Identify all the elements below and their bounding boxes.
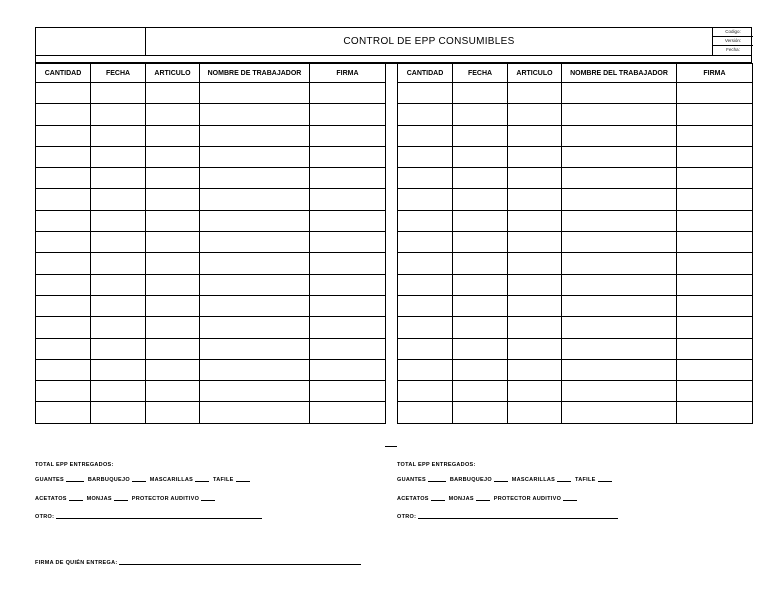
- epp-table-right: [397, 63, 753, 424]
- table-row: [398, 83, 753, 104]
- table-header-row: [36, 64, 386, 83]
- nombre-cell[interactable]: [200, 125, 310, 146]
- codigo-label: Codigo:: [713, 28, 753, 37]
- articulo-cell[interactable]: [508, 338, 562, 359]
- cantidad-cell[interactable]: [36, 381, 91, 402]
- fecha-cell[interactable]: [91, 232, 146, 253]
- col-fecha: FECHA: [453, 64, 508, 83]
- table-row: [398, 210, 753, 231]
- acetatos-label: ACETATOS: [35, 496, 67, 502]
- cantidad-cell[interactable]: [36, 253, 91, 274]
- fecha-cell[interactable]: [91, 338, 146, 359]
- nombre-cell[interactable]: [200, 381, 310, 402]
- cantidad-cell[interactable]: [398, 232, 453, 253]
- guantes-label: GUANTES: [35, 477, 64, 483]
- nombre-cell[interactable]: [562, 338, 677, 359]
- fecha-cell[interactable]: [91, 104, 146, 125]
- firma-cell[interactable]: [677, 402, 753, 423]
- table-row: [36, 359, 386, 380]
- nombre-cell[interactable]: [200, 359, 310, 380]
- cantidad-cell[interactable]: [398, 168, 453, 189]
- cantidad-cell[interactable]: [36, 295, 91, 316]
- cantidad-cell[interactable]: [36, 146, 91, 167]
- cantidad-cell[interactable]: [36, 402, 91, 423]
- fecha-cell[interactable]: [453, 274, 508, 295]
- signature-line: [35, 560, 363, 566]
- nombre-cell[interactable]: [200, 338, 310, 359]
- articulo-cell[interactable]: [508, 253, 562, 274]
- fecha-cell[interactable]: [91, 381, 146, 402]
- articulo-cell[interactable]: [146, 125, 200, 146]
- firma-cell[interactable]: [310, 125, 386, 146]
- col-articulo: ARTICULO: [508, 64, 562, 83]
- table-row: [398, 104, 753, 125]
- fecha-cell[interactable]: [453, 317, 508, 338]
- articulo-cell[interactable]: [146, 146, 200, 167]
- table-row: [398, 381, 753, 402]
- firma-cell[interactable]: [677, 253, 753, 274]
- fecha-cell[interactable]: [91, 274, 146, 295]
- nombre-cell[interactable]: [562, 232, 677, 253]
- articulo-cell[interactable]: [508, 381, 562, 402]
- articulo-cell[interactable]: [508, 317, 562, 338]
- version-label: Versión:: [713, 37, 753, 46]
- articulo-cell[interactable]: [508, 83, 562, 104]
- cantidad-cell[interactable]: [398, 189, 453, 210]
- cantidad-cell[interactable]: [36, 317, 91, 338]
- articulo-cell[interactable]: [146, 210, 200, 231]
- fecha-cell[interactable]: [91, 253, 146, 274]
- articulo-cell[interactable]: [146, 295, 200, 316]
- col-cantidad: CANTIDAD: [36, 64, 91, 83]
- acetatos-field[interactable]: [69, 499, 83, 501]
- barbuquejo-label: BARBUQUEJO: [87, 477, 130, 483]
- fecha-cell[interactable]: [91, 210, 146, 231]
- fecha-cell[interactable]: [453, 104, 508, 125]
- cantidad-cell[interactable]: [398, 253, 453, 274]
- articulo-cell[interactable]: [146, 402, 200, 423]
- firma-cell[interactable]: [310, 295, 386, 316]
- cantidad-cell[interactable]: [36, 359, 91, 380]
- firma-cell[interactable]: [677, 189, 753, 210]
- firma-cell[interactable]: [677, 210, 753, 231]
- guantes-label: GUANTES: [397, 477, 426, 483]
- guantes-field[interactable]: [428, 480, 446, 482]
- cantidad-cell[interactable]: [398, 125, 453, 146]
- cantidad-cell[interactable]: [398, 295, 453, 316]
- firma-cell[interactable]: [677, 317, 753, 338]
- table-row: [36, 189, 386, 210]
- firma-cell[interactable]: [677, 274, 753, 295]
- nombre-cell[interactable]: [200, 210, 310, 231]
- articulo-cell[interactable]: [508, 189, 562, 210]
- articulo-cell[interactable]: [146, 317, 200, 338]
- nombre-cell[interactable]: [200, 295, 310, 316]
- cantidad-cell[interactable]: [398, 146, 453, 167]
- fecha-cell[interactable]: [91, 189, 146, 210]
- firma-cell[interactable]: [677, 381, 753, 402]
- table-row: [398, 125, 753, 146]
- articulo-cell[interactable]: [508, 104, 562, 125]
- table-row: [36, 338, 386, 359]
- table-row: [36, 317, 386, 338]
- firma-cell[interactable]: [310, 189, 386, 210]
- cantidad-cell[interactable]: [398, 104, 453, 125]
- fecha-cell[interactable]: [91, 168, 146, 189]
- otro-line-right: [397, 514, 620, 520]
- articulo-cell[interactable]: [146, 338, 200, 359]
- firma-cell[interactable]: [677, 338, 753, 359]
- cantidad-cell[interactable]: [36, 125, 91, 146]
- monjas-field[interactable]: [476, 499, 490, 501]
- nombre-cell[interactable]: [200, 317, 310, 338]
- table-body: [398, 83, 753, 424]
- nombre-cell[interactable]: [562, 274, 677, 295]
- firma-cell[interactable]: [310, 83, 386, 104]
- table-header-row: [398, 64, 753, 83]
- otro-line-left: [35, 514, 264, 520]
- cantidad-cell[interactable]: [398, 381, 453, 402]
- mascarillas-label: MASCARILLAS: [149, 477, 194, 483]
- fecha-cell[interactable]: [91, 402, 146, 423]
- fecha-cell[interactable]: [91, 359, 146, 380]
- col-nombre-trabajador: NOMBRE DE TRABAJADOR: [200, 64, 310, 83]
- barbuquejo-field[interactable]: [494, 480, 508, 482]
- firma-cell[interactable]: [677, 104, 753, 125]
- fecha-cell[interactable]: [91, 317, 146, 338]
- fecha-cell[interactable]: [91, 125, 146, 146]
- fecha-cell[interactable]: [453, 168, 508, 189]
- consumables-line-2-left: [35, 496, 217, 502]
- nombre-cell[interactable]: [200, 232, 310, 253]
- table-row: [398, 253, 753, 274]
- nombre-cell[interactable]: [562, 317, 677, 338]
- fecha-cell[interactable]: [453, 232, 508, 253]
- firma-cell[interactable]: [310, 359, 386, 380]
- nombre-cell[interactable]: [562, 125, 677, 146]
- table-row: [398, 359, 753, 380]
- cantidad-cell[interactable]: [36, 210, 91, 231]
- nombre-cell[interactable]: [562, 295, 677, 316]
- col-nombre-trabajador: NOMBRE DEL TRABAJADOR: [562, 64, 677, 83]
- articulo-cell[interactable]: [508, 232, 562, 253]
- firma-cell[interactable]: [310, 317, 386, 338]
- mascarillas-field[interactable]: [195, 480, 209, 482]
- fecha-cell[interactable]: [91, 295, 146, 316]
- cantidad-cell[interactable]: [36, 168, 91, 189]
- col-fecha: FECHA: [91, 64, 146, 83]
- col-articulo: ARTICULO: [146, 64, 200, 83]
- firma-cell[interactable]: [310, 210, 386, 231]
- table-row: [36, 381, 386, 402]
- firma-cell[interactable]: [310, 104, 386, 125]
- firma-cell[interactable]: [677, 232, 753, 253]
- tafile-field[interactable]: [236, 480, 250, 482]
- nombre-cell[interactable]: [200, 402, 310, 423]
- fecha-label: Fecha:: [726, 47, 740, 52]
- cantidad-cell[interactable]: [36, 274, 91, 295]
- acetatos-label: ACETATOS: [397, 496, 429, 502]
- acetatos-field[interactable]: [431, 499, 445, 501]
- protector-label: PROTECTOR AUDITIVO: [493, 496, 562, 502]
- signature-label: FIRMA DE QUIÉN ENTREGA:: [35, 560, 118, 566]
- table-row: [398, 232, 753, 253]
- col-firma: FIRMA: [310, 64, 386, 83]
- firma-cell[interactable]: [677, 146, 753, 167]
- monjas-field[interactable]: [114, 499, 128, 501]
- articulo-cell[interactable]: [146, 168, 200, 189]
- firma-cell[interactable]: [310, 168, 386, 189]
- articulo-cell[interactable]: [508, 359, 562, 380]
- otro-label: OTRO:: [397, 514, 417, 520]
- consumables-line-1-right: [397, 477, 614, 483]
- articulo-cell[interactable]: [508, 146, 562, 167]
- form-header: [35, 27, 752, 56]
- cantidad-cell[interactable]: [398, 274, 453, 295]
- articulo-cell[interactable]: [508, 402, 562, 423]
- table-row: [398, 317, 753, 338]
- nombre-cell[interactable]: [200, 168, 310, 189]
- table-row: [36, 146, 386, 167]
- guantes-field[interactable]: [66, 480, 84, 482]
- nombre-cell[interactable]: [562, 359, 677, 380]
- nombre-cell[interactable]: [562, 189, 677, 210]
- barbuquejo-label: BARBUQUEJO: [449, 477, 492, 483]
- table-row: [36, 125, 386, 146]
- table-row: [36, 253, 386, 274]
- document-meta: [712, 28, 753, 55]
- table-gap: [385, 63, 397, 447]
- consumables-line-2-right: [397, 496, 579, 502]
- header-separator: [35, 56, 752, 63]
- articulo-cell[interactable]: [146, 83, 200, 104]
- monjas-label: MONJAS: [448, 496, 474, 502]
- fecha-cell[interactable]: [453, 295, 508, 316]
- cantidad-cell[interactable]: [36, 189, 91, 210]
- fecha-cell[interactable]: [453, 125, 508, 146]
- mascarillas-label: MASCARILLAS: [511, 477, 556, 483]
- firma-cell[interactable]: [310, 232, 386, 253]
- fecha-cell[interactable]: [91, 146, 146, 167]
- nombre-cell[interactable]: [562, 168, 677, 189]
- table-row: [398, 402, 753, 423]
- nombre-cell[interactable]: [562, 83, 677, 104]
- articulo-cell[interactable]: [508, 125, 562, 146]
- table-row: [36, 83, 386, 104]
- monjas-label: MONJAS: [86, 496, 112, 502]
- otro-label: OTRO:: [35, 514, 55, 520]
- fecha-cell[interactable]: [453, 210, 508, 231]
- cantidad-cell[interactable]: [36, 232, 91, 253]
- fecha-cell[interactable]: [453, 189, 508, 210]
- otro-field[interactable]: [418, 517, 618, 519]
- total-epp-label-left: TOTAL EPP ENTREGADOS:: [35, 462, 114, 468]
- epp-table-left: [35, 63, 386, 424]
- table-row: [36, 295, 386, 316]
- cantidad-cell[interactable]: [398, 317, 453, 338]
- nombre-cell[interactable]: [562, 381, 677, 402]
- firma-cell[interactable]: [310, 274, 386, 295]
- articulo-cell[interactable]: [508, 168, 562, 189]
- protector-label: PROTECTOR AUDITIVO: [131, 496, 200, 502]
- fecha-cell[interactable]: [453, 83, 508, 104]
- firma-cell[interactable]: [677, 168, 753, 189]
- col-firma: FIRMA: [677, 64, 753, 83]
- articulo-cell[interactable]: [508, 295, 562, 316]
- articulo-cell[interactable]: [508, 210, 562, 231]
- nombre-cell[interactable]: [200, 253, 310, 274]
- firma-cell[interactable]: [677, 359, 753, 380]
- articulo-cell[interactable]: [508, 274, 562, 295]
- cantidad-cell[interactable]: [398, 83, 453, 104]
- nombre-cell[interactable]: [562, 104, 677, 125]
- articulo-cell[interactable]: [146, 189, 200, 210]
- table-row: [36, 274, 386, 295]
- articulo-cell[interactable]: [146, 104, 200, 125]
- firma-cell[interactable]: [310, 381, 386, 402]
- firma-cell[interactable]: [310, 402, 386, 423]
- protector-field[interactable]: [563, 499, 577, 501]
- table-body: [36, 83, 386, 424]
- total-epp-label-right: TOTAL EPP ENTREGADOS:: [397, 462, 476, 468]
- articulo-cell[interactable]: [146, 274, 200, 295]
- nombre-cell[interactable]: [562, 210, 677, 231]
- col-cantidad: CANTIDAD: [398, 64, 453, 83]
- nombre-cell[interactable]: [200, 274, 310, 295]
- protector-field[interactable]: [201, 499, 215, 501]
- table-row: [398, 295, 753, 316]
- nombre-cell[interactable]: [562, 253, 677, 274]
- nombre-cell[interactable]: [562, 402, 677, 423]
- nombre-cell[interactable]: [200, 146, 310, 167]
- signature-field[interactable]: [119, 563, 361, 565]
- table-row: [398, 338, 753, 359]
- cantidad-cell[interactable]: [398, 359, 453, 380]
- firma-cell[interactable]: [310, 253, 386, 274]
- nombre-cell[interactable]: [562, 146, 677, 167]
- table-row: [36, 402, 386, 423]
- fecha-cell[interactable]: [453, 381, 508, 402]
- cantidad-cell[interactable]: [398, 210, 453, 231]
- nombre-cell[interactable]: [200, 189, 310, 210]
- fecha-cell[interactable]: [453, 338, 508, 359]
- table-row: [36, 232, 386, 253]
- articulo-cell[interactable]: [146, 232, 200, 253]
- fecha-cell[interactable]: [453, 146, 508, 167]
- barbuquejo-field[interactable]: [132, 480, 146, 482]
- firma-cell[interactable]: [677, 125, 753, 146]
- table-row: [36, 168, 386, 189]
- table-row: [36, 210, 386, 231]
- table-row: [398, 274, 753, 295]
- firma-cell[interactable]: [310, 146, 386, 167]
- fecha-cell[interactable]: [453, 359, 508, 380]
- table-row: [398, 146, 753, 167]
- cantidad-cell[interactable]: [36, 104, 91, 125]
- cantidad-cell[interactable]: [36, 83, 91, 104]
- articulo-cell[interactable]: [146, 359, 200, 380]
- nombre-cell[interactable]: [200, 104, 310, 125]
- articulo-cell[interactable]: [146, 253, 200, 274]
- firma-cell[interactable]: [310, 338, 386, 359]
- table-row: [398, 168, 753, 189]
- firma-cell[interactable]: [677, 295, 753, 316]
- tafile-label: TAFILE: [574, 477, 596, 483]
- otro-field[interactable]: [56, 517, 262, 519]
- fecha-cell[interactable]: [453, 253, 508, 274]
- nombre-cell[interactable]: [200, 83, 310, 104]
- articulo-cell[interactable]: [146, 381, 200, 402]
- cantidad-cell[interactable]: [398, 402, 453, 423]
- form-title: CONTROL DE EPP CONSUMIBLES: [343, 36, 515, 47]
- consumables-line-1-left: [35, 477, 252, 483]
- logo-box: [36, 28, 146, 55]
- tafile-field[interactable]: [598, 480, 612, 482]
- fecha-cell[interactable]: [91, 83, 146, 104]
- mascarillas-field[interactable]: [557, 480, 571, 482]
- firma-cell[interactable]: [677, 83, 753, 104]
- cantidad-cell[interactable]: [36, 338, 91, 359]
- fecha-cell[interactable]: [453, 402, 508, 423]
- table-row: [398, 189, 753, 210]
- table-row: [36, 104, 386, 125]
- tafile-label: TAFILE: [212, 477, 234, 483]
- cantidad-cell[interactable]: [398, 338, 453, 359]
